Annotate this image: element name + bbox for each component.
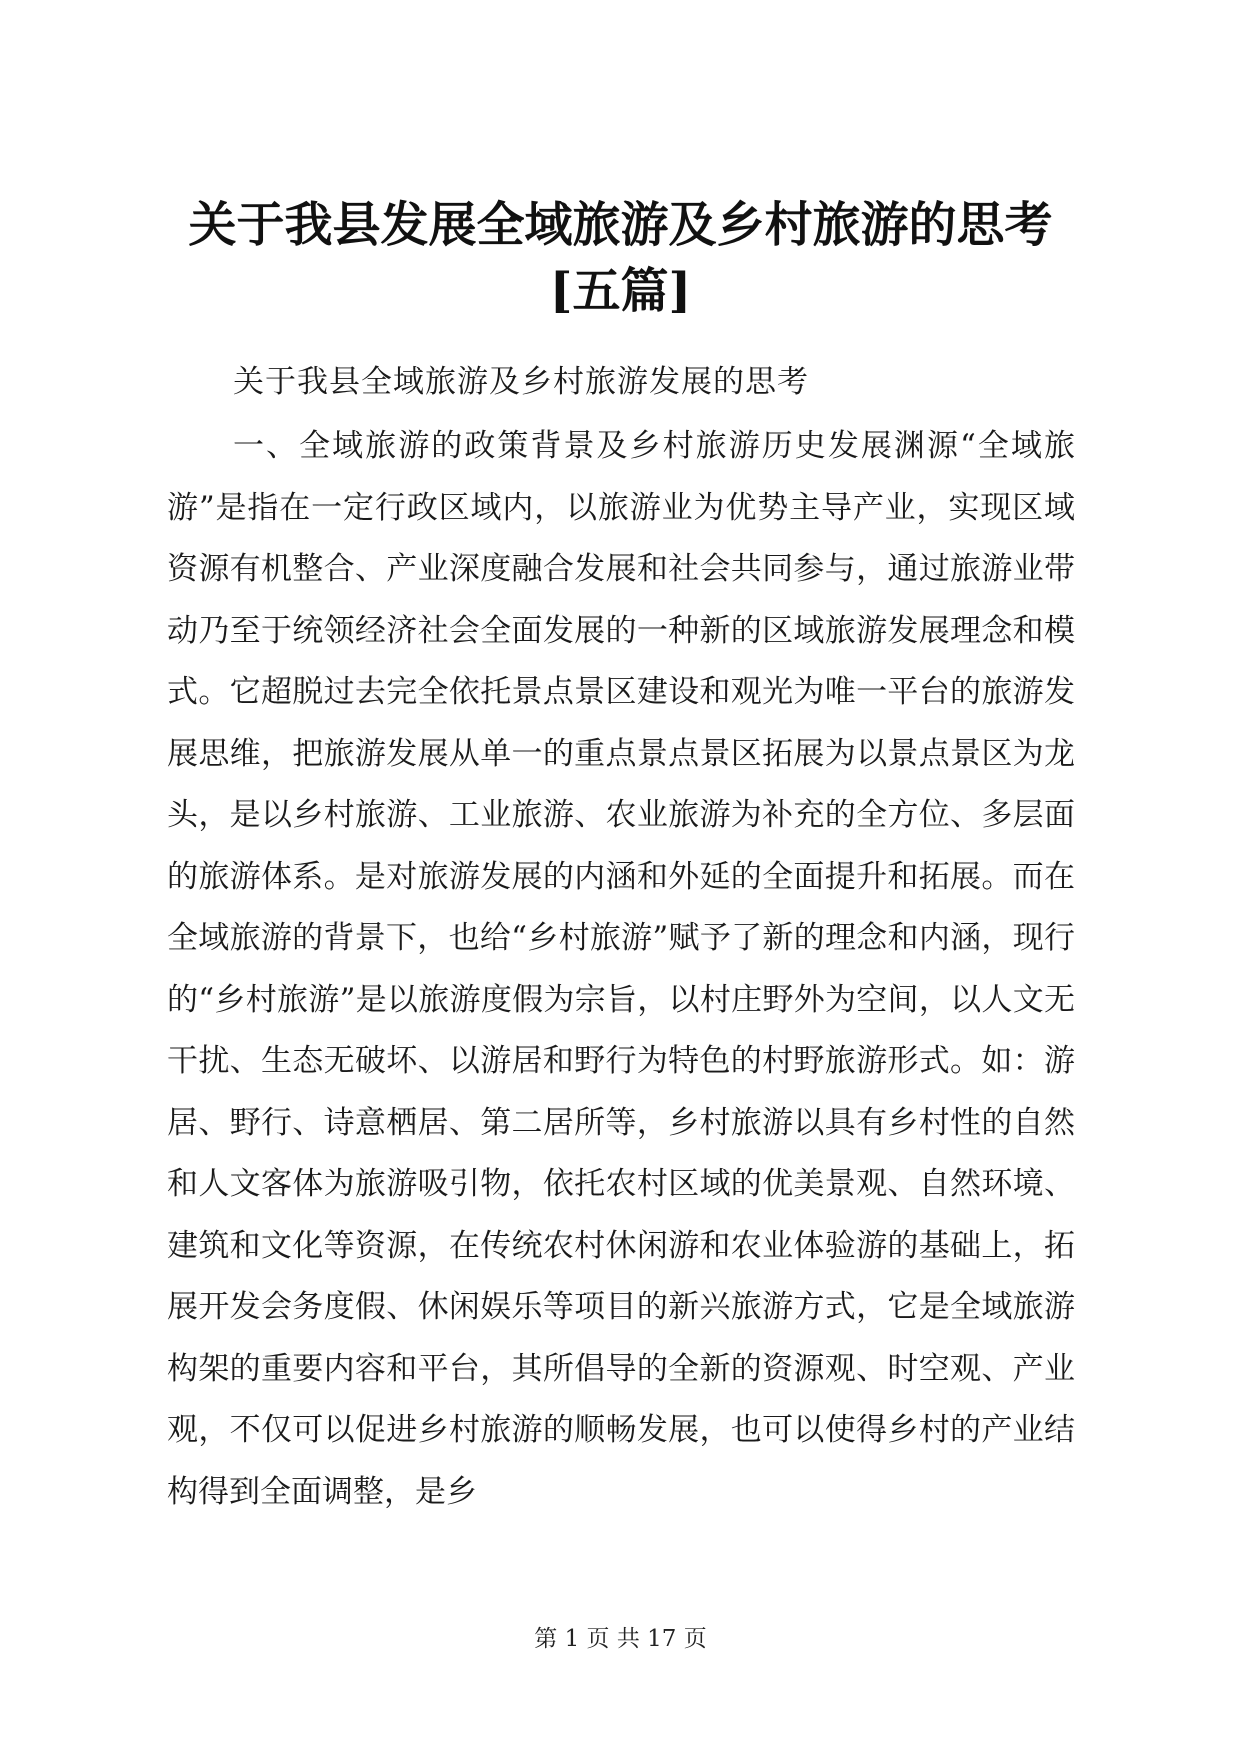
- document-title: 关于我县发展全域旅游及乡村旅游的思考[五篇]: [188, 197, 1053, 319]
- body-paragraph: 一、全域旅游的政策背景及乡村旅游历史发展渊源“全域旅游”是指在一定行政区域内，以旅游业为优势主导产业，实现区域资源有机整合、产业深度融合发展和社会共同参与，通过旅游业带动乃至于统领经济社会全面发展的一种新的区域旅游发展理念和模式。它超脱过去完全依托景点景区建设和观光为唯一平台的旅游发展思维，把旅游发展从单一的重点景点景区拓展为以景点景区为龙头，是以乡村旅游、工业旅游、农业旅游为补充的全方位、多层面的旅游体系。是对旅游发展的内涵和外延的全面提升和拓展。而在全域旅游的背景下，也给“乡村旅游”赋予了新的理念和内涵，现行的“乡村旅游”是以旅游度假为宗旨，以村庄野外为空间，以人文无干扰、生态无破坏、以游居和野行为特色的村野旅游形式。如：游居、野行、诗意栖居、第二居所等，乡村旅游以具有乡村性的自然和人文客体为旅游吸引物，依托农村区域的优美景观、自然环境、建筑和文化等资源，在传统农村休闲游和农业体验游的基础上，拓展开发会务度假、休闲娱乐等项目的新兴旅游方式，它是全域旅游构架的重要内容和平台，其所倡导的全新的资源观、时空观、产业观，不仅可以促进乡村旅游的顺畅发展，也可以使得乡村的产业结构得到全面调整，是乡: [167, 428, 1075, 1510]
- document-subtitle: 关于我县全域旅游及乡村旅游发展的思考: [233, 364, 809, 400]
- page-footer: 第 1 页 共 17 页: [534, 1626, 707, 1652]
